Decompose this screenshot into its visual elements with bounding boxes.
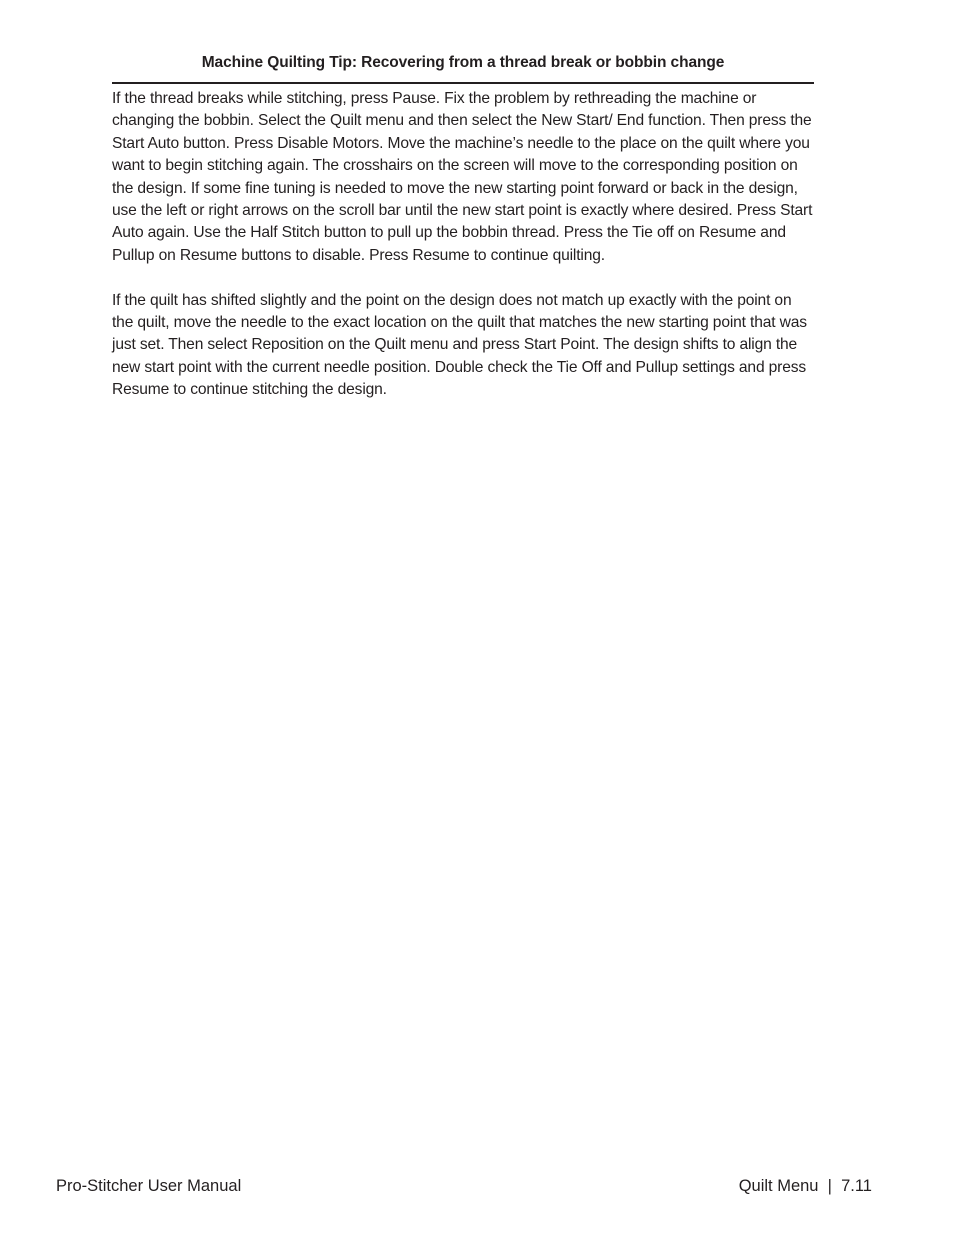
tip-title: Machine Quilting Tip: Recovering from a thread break or bobbin change [112,52,814,84]
tip-body [112,88,814,402]
footer-manual-title: Pro-Stitcher User Manual [56,1177,242,1195]
tip-paragraph-1: If the thread breaks while stitching, press Pause. Fix the problem by rethreading the machine or changing the bobbin. Select the Quilt menu and then select the New Start/ End function. Then press the Start Auto button. Press Disable Motors. Move the machine’s needle to the place on the quilt where you want to begin stitching again. The crosshairs on the screen will move to the corresponding position on the design. If some fine tuning is needed to move the new starting point forward or back in the design, use the left or right arrows on the scroll bar until the new start point is exactly where desired. Press Start Auto again. Use the Half Stitch button to pull up the bobbin thread. Press the Tie off on Resume and Pullup on Resume buttons to disable. Press Resume to continue quilting. [112,90,813,264]
tip-paragraph-2: If the quilt has shifted slightly and the point on the design does not match up exactly with the point on the quilt, move the needle to the exact location on the quilt that matches the new starting point that was just set. Then select Reposition on the Quilt menu and press Start Point. The design shifts to align the new start point with the current needle position. Double check the Tie Off and Pullup settings and press Resume to continue stitching the design. [112,291,807,399]
footer-page-number: Quilt Menu | 7.11 [738,1177,872,1195]
tip-box [112,52,814,402]
